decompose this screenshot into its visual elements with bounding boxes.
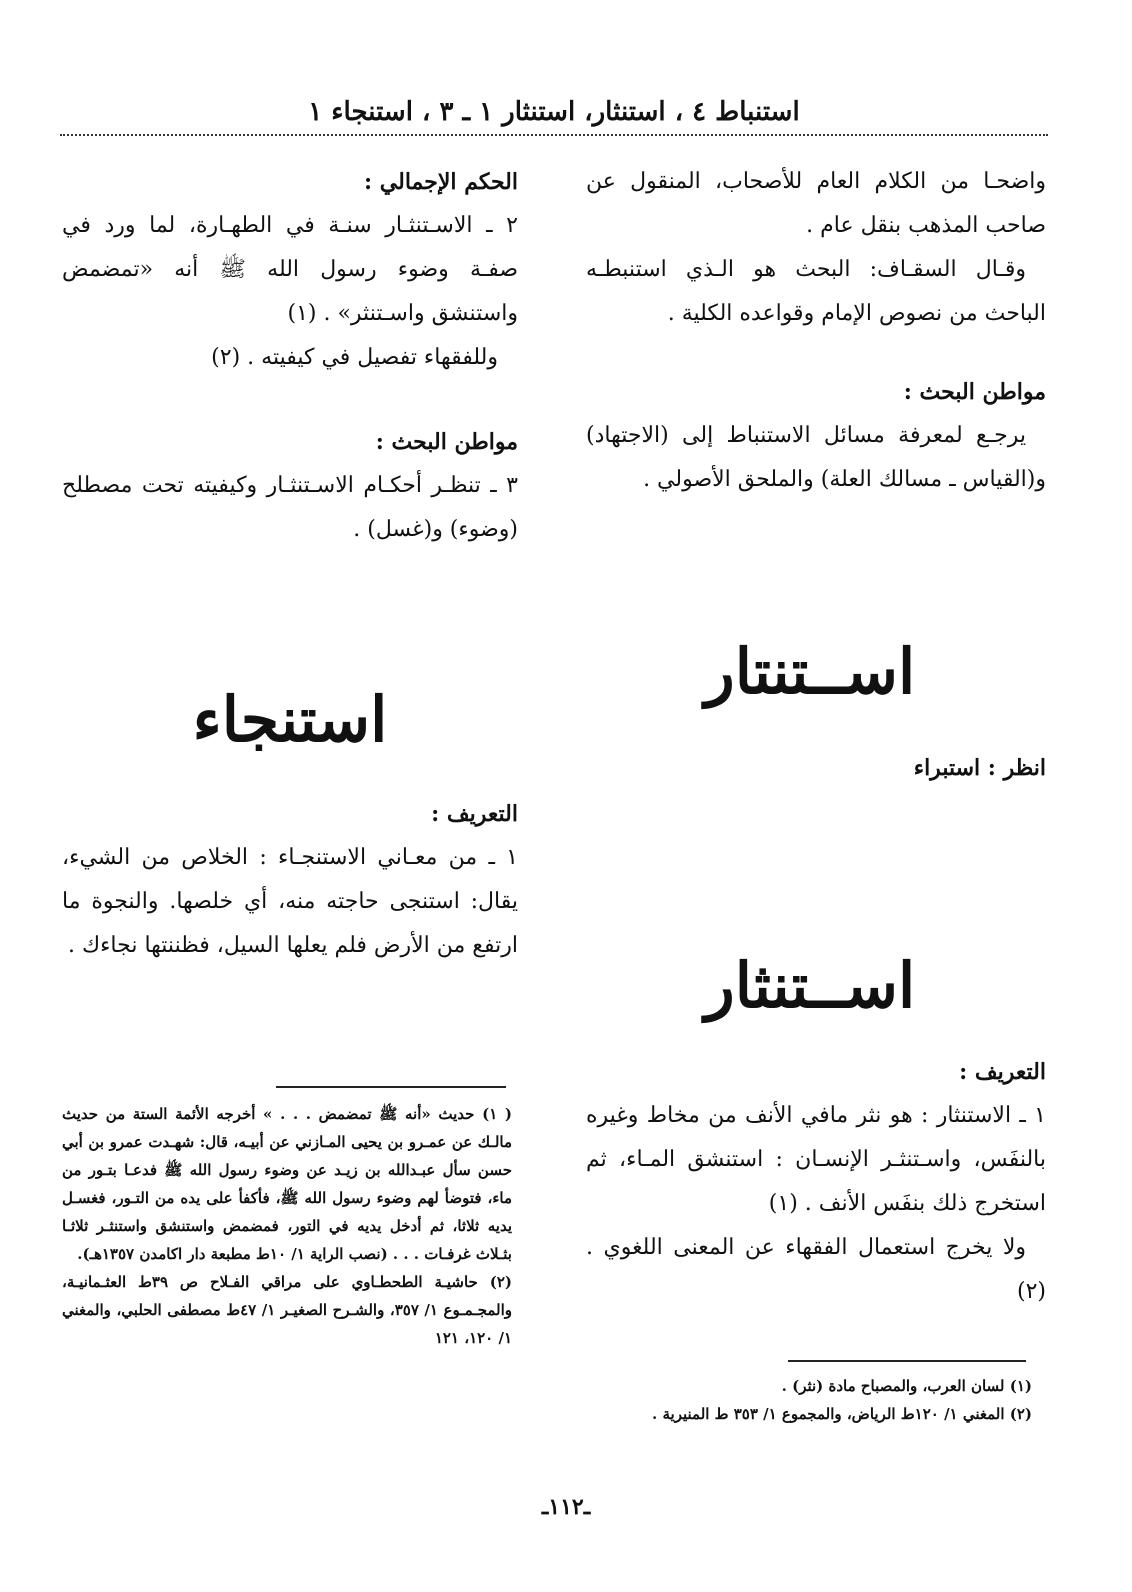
- entry-title-istintar: اســتنتار: [704, 635, 916, 708]
- footnote-rule-left: [276, 1086, 506, 1088]
- paragraph: ٣ ـ تنظـر أحكـام الاسـتنثـار وكيفيته تحت مصطلح (وضوء) و(غسل) .: [62, 473, 518, 542]
- paragraph: وقـال السقـاف: البحث هو الـذي استنبطـه الباحث من نصوص الإمام وقواعده الكلية .: [586, 257, 1046, 326]
- section-heading: مواطن البحث :: [375, 429, 518, 455]
- section-heading: التعريف :: [431, 801, 518, 827]
- footnote: (٢) المغني ١/ ١٢٠ط الرياض، والمجموع ١/ ٣٥٣ ط المنيرية .: [652, 1405, 1032, 1423]
- header-divider: [60, 134, 1048, 136]
- paragraph: يرجـع لمعرفة مسائل الاستنباط إلى (الاجتهاد) و(القياس ـ مسالك العلة) والملحق الأصولي .: [586, 423, 1046, 492]
- section-heading: مواطن البحث :: [903, 379, 1046, 405]
- paragraph: وللفقهاء تفصيل في كيفيته . (٢): [211, 345, 498, 370]
- paragraph: ولا يخرج استعمال الفقهاء عن المعنى اللغوي . (٢): [586, 1235, 1046, 1304]
- see-also: انظر : استبراء: [913, 755, 1046, 781]
- footnote: ( ١) حديث «أنه ﷺ تمضمض . . . » أخرجه الأئمة الستة من حديث مالـك عن عمـرو بن يحيى المـازني عن أبيـه، قال: شهـدت عمرو بن أبي حسن سأل عبـدالله بن زيـد عن وضوء رسول الله ﷺ فدعـا بتـور من ماء، فتوضأ لهم وضوء رسول الله ﷺ، فأكفأ على يده من التـور، فغسـل يديه ثلاثا، ثم أدخل يديه في التور، فمضمض واستنشق واستنثـر ثلاثـا بثـلاث غرفـات . . . (نصب الراية ١/ ١٠ط مطبعة دار اكامدن ١٣٥٧هـ).: [62, 1105, 512, 1263]
- section-heading: الحكم الإجمالي :: [364, 169, 518, 195]
- paragraph: ١ ـ من معـاني الاستنجـاء : الخلاص من الشيء، يقال: استنجى حاجته منه، أي خلصها. والنجوة ما ارتفع من الأرض فلم يعلها السيل، فظننتها نجاءك .: [62, 845, 518, 958]
- footnote: (١) لسان العرب، والمصباح مادة (نثر) .: [781, 1377, 1032, 1395]
- running-header: استنباط ٤ ، استنثار، استنثار ١ ـ ٣ ، استنجاء ١: [308, 97, 800, 127]
- left-column-istinja: [62, 792, 518, 968]
- right-column-istinthar: [586, 1050, 1046, 1314]
- footnote-rule-right: [788, 1360, 1026, 1362]
- left-column-top: [62, 160, 518, 552]
- paragraph: ٢ ـ الاسـتنثـار سنـة في الطهـارة، لما ورد في صفـة وضوء رسول الله ﷺ أنه «تمضمض واستنشق واسـتنثر» . (١): [62, 213, 518, 326]
- right-column-top: [586, 160, 1046, 502]
- footnote: (٢) حاشيـة الطحطـاوي على مراقي الفـلاح ص ٣٩ط العثـمانيـة، والمجـمـوع ١/ ٣٥٧، والشـرح الصغيـر ١/ ٤٧ط مصطفى الحلبي، والمغني ١/ ١٢٠، ١٢١: [62, 1273, 513, 1347]
- page-number: ـ١١٢ـ: [541, 1494, 591, 1520]
- section-heading: التعريف :: [959, 1059, 1046, 1085]
- footnotes-right: [586, 1372, 1032, 1428]
- entry-title-istinthar: اســتنثار: [704, 949, 916, 1022]
- entry-title-istinja: استنجاء: [192, 683, 388, 756]
- paragraph: واضحـا من الكلام العام للأصحاب، المنقول عن صاحب المذهب بنقل عام .: [586, 169, 1046, 238]
- footnotes-left: [62, 1100, 512, 1352]
- paragraph: ١ ـ الاستنثار : هو نثر مافي الأنف من مخاط وغيره بالنفَس، واسـتنثـر الإنسـان : استنشق المـاء، ثم استخرج ذلك بنفَس الأنف . (١): [586, 1103, 1046, 1216]
